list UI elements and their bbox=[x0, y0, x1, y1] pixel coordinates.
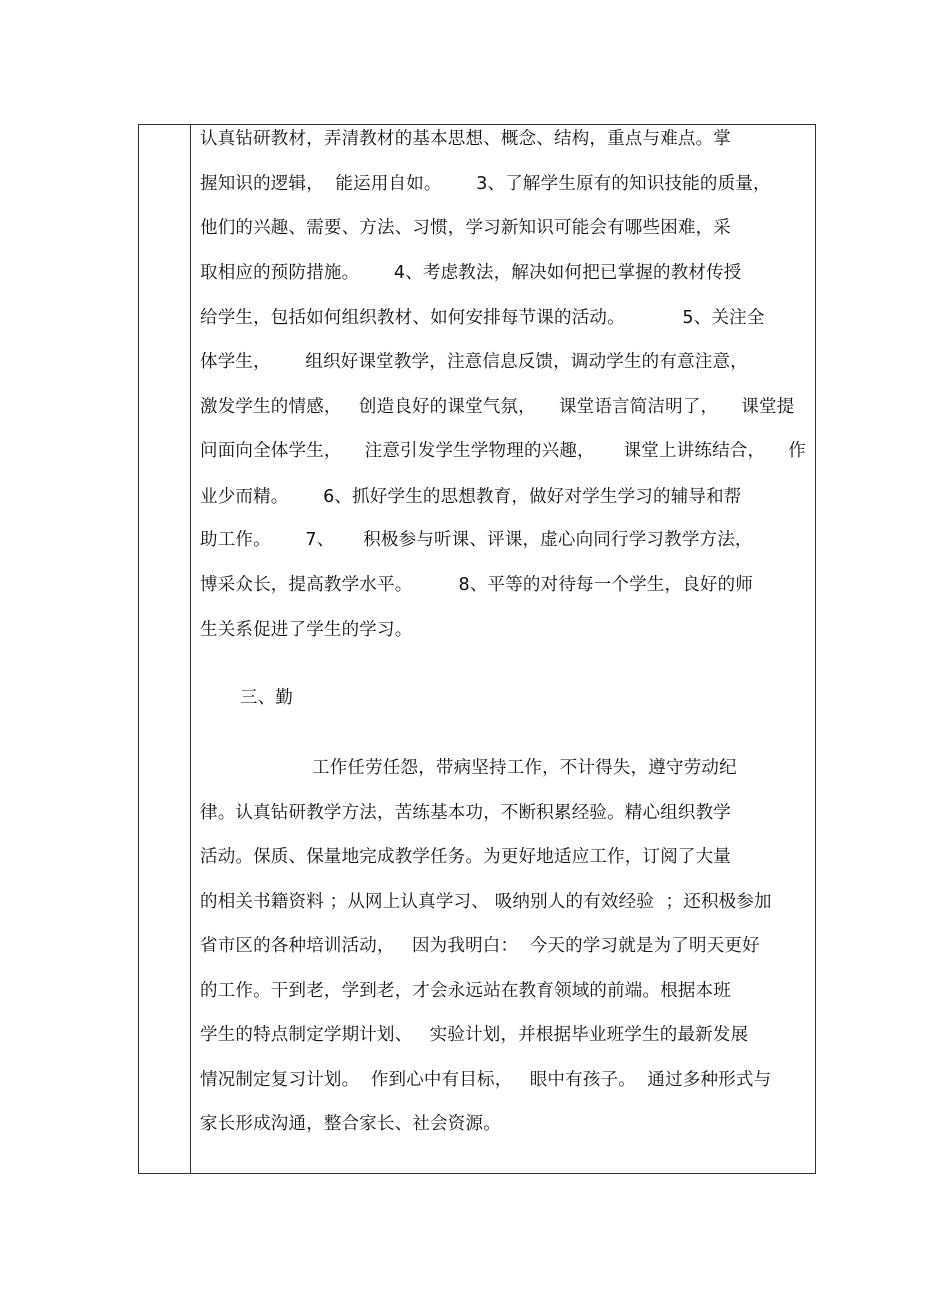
text-line: 家长形成沟通，整合家长、社会资源。 bbox=[200, 1114, 501, 1134]
section-heading: 三、勤 bbox=[240, 688, 294, 708]
text-line: 给学生，包括如何组织教材、如何安排每节课的活动。 5、关注全 bbox=[200, 308, 765, 328]
text-line: 学生的特点制定学期计划、 实验计划，并根据毕业班学生的最新发展 bbox=[200, 1025, 749, 1045]
text-line: 博采众长，提高教学水平。 8、平等的对待每一个学生，良好的师 bbox=[200, 575, 754, 595]
text-line: 的工作。干到老，学到老，才会永远站在教育领域的前端。根据本班 bbox=[200, 981, 731, 1001]
text-line: 省市区的各种培训活动， 因为我明白： 今天的学习就是为了明天更好 bbox=[200, 936, 760, 956]
text-line: 情况制定复习计划。 作到心中有目标， 眼中有孩子。 通过多种形式与 bbox=[200, 1070, 772, 1090]
text-line: 握知识的逻辑， 能运用自如。 3、了解学生原有的知识技能的质量， bbox=[200, 174, 771, 194]
text-line: 认真钻研教材，弄清教材的基本思想、概念、结构，重点与难点。掌 bbox=[200, 129, 731, 149]
text-line: 业少而精。 6、抓好学生的思想教育，做好对学生学习的辅导和帮 bbox=[200, 487, 742, 507]
text-line: 体学生， 组织好课堂教学，注意信息反馈，调动学生的有意注意， bbox=[200, 352, 748, 372]
left-column-cell bbox=[139, 125, 191, 1173]
text-line: 生关系促进了学生的学习。 bbox=[200, 620, 413, 640]
text-line: 问面向全体学生， 注意引发学生学物理的兴趣， 课堂上讲练结合， 作 bbox=[200, 441, 806, 461]
text-line: 他们的兴趣、需要、方法、习惯，学习新知识可能会有哪些困难，采 bbox=[200, 218, 731, 238]
text-line: 工作任劳任怨，带病坚持工作，不计得失，遵守劳动纪 bbox=[312, 758, 737, 778]
text-line: 取相应的预防措施。 4、考虑教法，解决如何把已掌握的教材传授 bbox=[200, 263, 742, 283]
text-line: 律。认真钻研教学方法，苦练基本功，不断积累经验。精心组织教学 bbox=[200, 803, 731, 823]
text-line: 活动。保质、保量地完成教学任务。为更好地适应工作，订阅了大量 bbox=[200, 847, 731, 867]
document-table bbox=[138, 124, 816, 1174]
text-line: 助工作。 7、 积极参与听课、评课，虚心向同行学习教学方法， bbox=[200, 530, 753, 550]
text-line: 激发学生的情感， 创造良好的课堂气氛， 课堂语言简洁明了， 课堂提 bbox=[200, 397, 795, 417]
text-line: 的相关书籍资料 ；从网上认真学习、 吸纳别人的有效经验 ；还积极参加 bbox=[200, 892, 772, 912]
